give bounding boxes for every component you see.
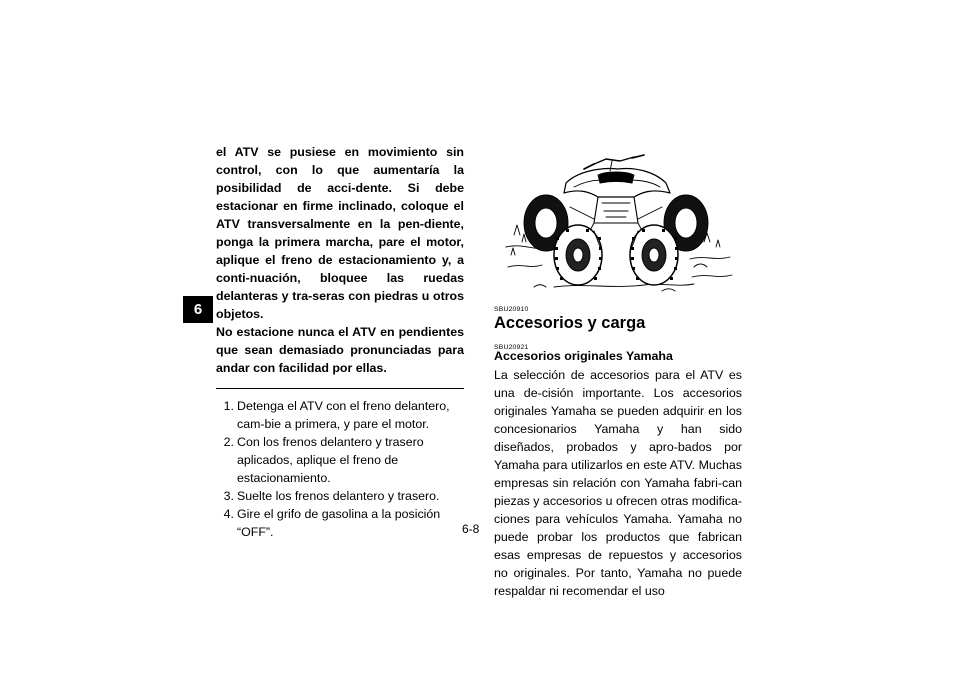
step-text: Detenga el ATV con el freno delantero, cam-bie a primera, y pare el motor. [237,399,450,431]
step-text: Con los frenos delantero y trasero aplicados, aplique el freno de estacionamiento. [237,435,424,485]
step-number: 1. [223,399,234,413]
subsection-code: SBU20921 [494,344,529,351]
step-text: Suelte los frenos delantero y trasero. [237,489,440,503]
subsection-body: La selección de accesorios para el ATV es una de-cisión importante. Los accesorios originales Yamaha se pueden adquirir en los concesionarios Yamaha y han sido diseñados, probados y apro-bados por Yamaha para utilizarlos en este ATV. Muchas empresas sin relación con Yamaha fabri-can piezas y accesorios u ofrecen otras modifica-ciones para vehículos Yamaha. Yamaha no puede probar los productos que fabrican esas empresas de repuestos y accesorios no originales. Por tanto, Yamaha no puede respaldar ni recomendar el uso [494,368,742,598]
list-item [216,505,464,541]
warning-paragraph-1: el ATV se pusiese en movimiento sin control, con lo que aumentaría la posibilidad de acci-dente. Si debe estacionar en firme inclinado, coloque el ATV transversalmente en la pen-diente, ponga la primera marcha, pare el motor, aplique el freno de estacionamiento y, a conti-nuación, bloquee las ruedas delanteras y tra-seras con piedras u otros objetos. [216,145,464,321]
list-item [216,487,464,505]
step-text: Gire el grifo de gasolina a la posición “OFF”. [237,507,441,539]
section-title: Accesorios y carga [494,314,646,332]
warning-divider [216,388,464,389]
warning-paragraph-2: No estacione nunca el ATV en pendientes que sean demasiado pronunciadas para andar con facilidad por ellas. [216,325,464,375]
list-item [216,397,464,433]
step-number: 4. [223,507,234,521]
list-item [216,433,464,487]
step-number: 3. [223,489,234,503]
warning-block [216,143,464,377]
page-number: 6-8 [462,522,480,536]
section-code: SBU20910 [494,306,529,313]
step-number: 2. [223,435,234,449]
subsection-title: Accesorios originales Yamaha [494,349,673,363]
atv-illustration [494,147,742,297]
left-column [216,143,464,541]
chapter-tab: 6 [183,296,213,323]
parking-steps-list [216,397,464,541]
